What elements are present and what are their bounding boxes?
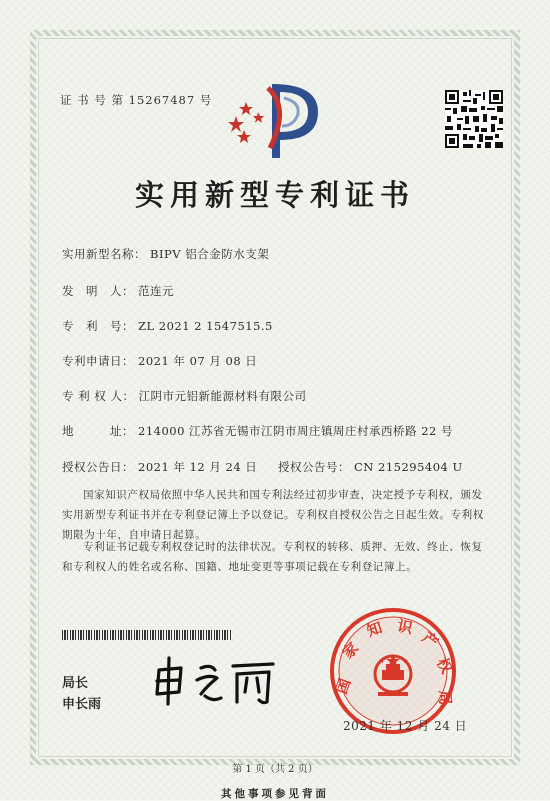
address-row	[62, 423, 453, 439]
svg-text:产: 产	[418, 629, 441, 652]
footer-note: 其他事项参见背面	[221, 788, 329, 800]
patent-number-label: 专 利 号：	[62, 319, 134, 333]
patent-number-value: ZL 2021 2 1547515.5	[138, 319, 273, 333]
qr-code-icon	[445, 90, 503, 148]
utility-model-name-row	[62, 246, 269, 262]
inventor-row	[62, 283, 174, 299]
seal-date: 2021 年 12 月 24 日	[343, 719, 468, 733]
svg-text:权: 权	[432, 655, 455, 677]
svg-text:国: 国	[334, 676, 355, 697]
director-title: 局长	[62, 676, 89, 691]
svg-text:识: 识	[395, 618, 414, 638]
certificate-title: 实用新型专利证书	[134, 178, 415, 212]
address-value: 214000 江苏省无锡市江阴市周庄镇周庄村承西桥路 22 号	[138, 424, 453, 438]
address-label: 地 址：	[62, 424, 134, 438]
patentee-label: 专 利 权 人：	[62, 389, 135, 403]
publication-number-value: CN 215295404 U	[354, 460, 463, 474]
legal-status-paragraph: 专利证书记载专利权登记时的法律状况。专利权的转移、质押、无效、终止、恢复和专利权人的姓名或名称、国籍、地址变更等事项记载在专利登记簿上。	[62, 541, 483, 573]
patent-office-logo-icon	[228, 78, 320, 160]
svg-text:局: 局	[435, 690, 453, 706]
certificate-number: 证 书 号 第 15267487 号	[60, 93, 213, 107]
patentee-value: 江阴市元铝新能源材料有限公司	[138, 389, 307, 403]
publication-number-row	[278, 459, 463, 475]
publication-date-label: 授权公告日：	[62, 460, 134, 474]
grant-paragraph: 国家知识产权局依照中华人民共和国专利法经过初步审查，决定授予专利权，颁发实用新型专利证书并在专利登记簿上予以登记。专利权自授权公告之日起生效。专利权期限为十年，自申请日起算。	[62, 489, 484, 541]
utility-model-name-label: 实用新型名称：	[62, 247, 146, 261]
publication-date-value: 2021 年 12 月 24 日	[138, 460, 258, 474]
barcode-icon	[62, 630, 232, 640]
page-number: 第 1 页（共 2 页）	[232, 764, 318, 775]
filing-date-value: 2021 年 07 月 08 日	[138, 354, 258, 368]
filing-date-label: 专利申请日：	[62, 354, 134, 368]
publication-date-row	[62, 459, 257, 475]
svg-text:家: 家	[340, 640, 363, 663]
director-name: 申长雨	[62, 697, 102, 712]
inventor-label: 发 明 人：	[62, 284, 134, 298]
patentee-row	[62, 388, 306, 404]
inventor-value: 范连元	[138, 284, 174, 298]
utility-model-name-value: BIPV 铝合金防水支架	[150, 247, 270, 261]
publication-number-label: 授权公告号：	[278, 460, 350, 474]
filing-date-row	[62, 353, 257, 369]
patent-number-row	[62, 318, 273, 334]
svg-text:知: 知	[365, 620, 385, 641]
handwritten-signature-icon	[145, 652, 285, 707]
